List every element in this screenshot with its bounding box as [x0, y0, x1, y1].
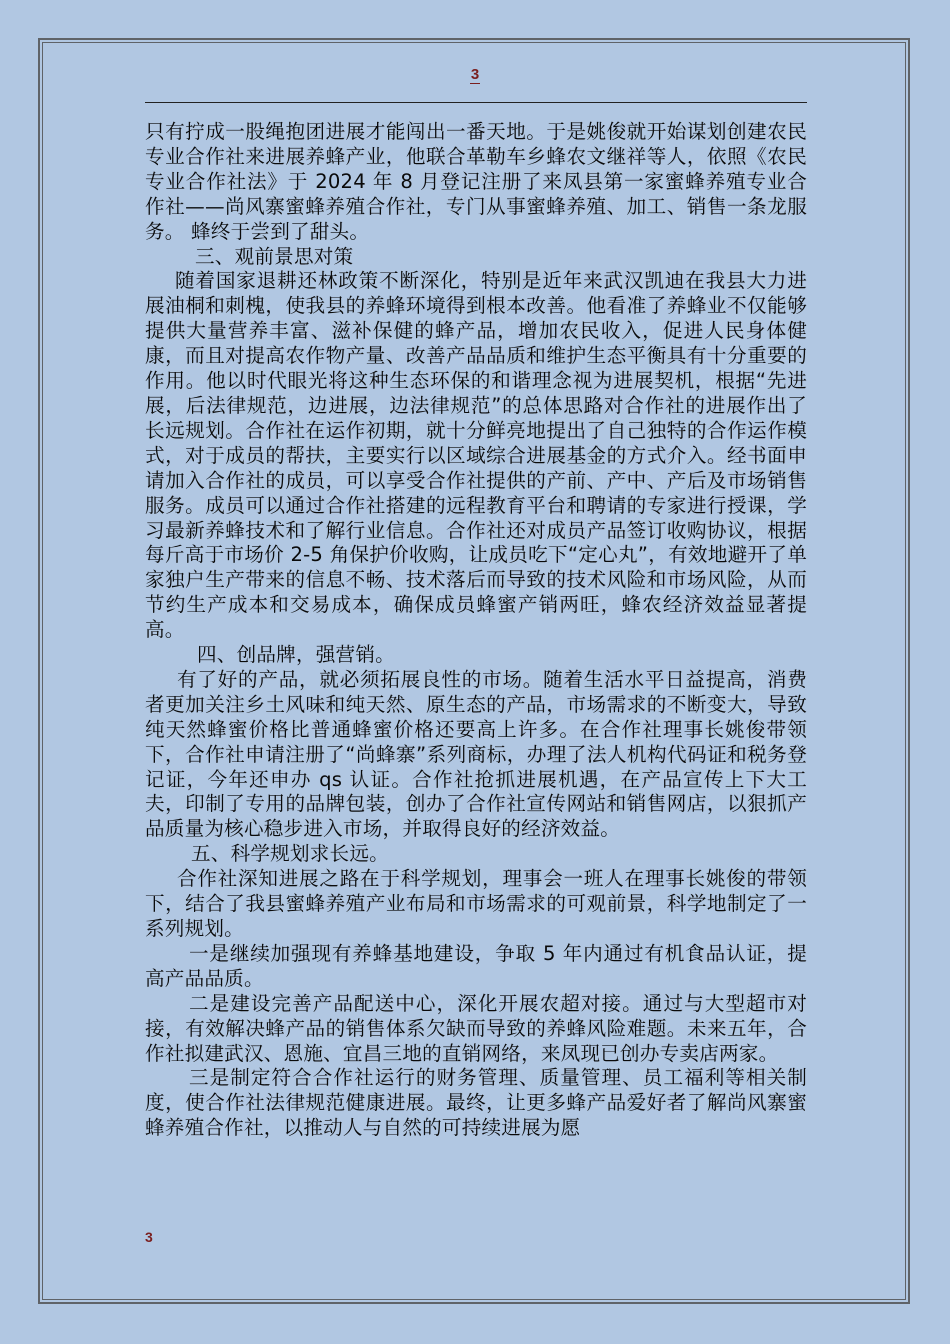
- paragraph: 三是制定符合合作社运行的财务管理、质量管理、员工福利等相关制度，使合作社法律规范健康进展。最终，让更多蜂产品爱好者了解尚风寨蜜蜂养殖合作社，以推动人与自然的可持续进展为愿: [145, 1066, 807, 1140]
- paragraph: 一是继续加强现有养蜂基地建设，争取 5 年内通过有机食品认证，提高产品品质。: [145, 941, 807, 990]
- paragraph: 四、创品牌，强营销。: [197, 643, 395, 667]
- paragraph: 只有拧成一股绳抱团进展才能闯出一番天地。于是姚俊就开始谋划创建农民专业合作社来进展养蜂产业，他联合革勒车乡蜂农文继祥等人，依照《农民专业合作社法》于 2024 年 8 月登记注册了来凤县第一家蜜蜂养殖专业合作社——尚风寨蜜蜂养殖合作社，专门从事蜜蜂养殖、加工、销售一条龙服务。 蜂终于尝到了甜头。: [145, 120, 807, 243]
- page-header: [0, 66, 950, 83]
- header-rule: [145, 102, 807, 103]
- paragraph: 二是建设完善产品配送中心，深化开展农超对接。通过与大型超市对接，有效解决蜂产品的销售体系欠缺而导致的养蜂风险难题。未来五年，合作社拟建武汉、恩施、宜昌三地的直销网络，来凤现已创办专卖店两家。: [145, 991, 807, 1065]
- header-page-number: 3: [470, 66, 480, 83]
- paragraph: 有了好的产品，就必须拓展良性的市场。随着生活水平日益提高，消费者更加关注乡土风味和纯天然、原生态的产品，市场需求的不断变大，导致纯天然蜂蜜价格比普通蜂蜜价格还要高上许多。在合作社理事长姚俊带领下，合作社申请注册了“尚蜂寨”系列商标，办理了法人机构代码证和税务登记证，今年还申办 qs 认证。合作社抢抓进展机遇，在产品宣传上下大工夫，印制了专用的品牌包装，创办了合作社宣传网站和销售网店，以狠抓产品质量为核心稳步进入市场，并取得良好的经济效益。: [145, 667, 807, 841]
- document-body: [145, 120, 807, 1141]
- paragraph: 合作社深知进展之路在于科学规划，理事会一班人在理事长姚俊的带领下，结合了我县蜜蜂养殖产业布局和市场需求的可观前景，科学地制定了一系列规划。: [145, 867, 807, 940]
- paragraph: 五、科学规划求长远。: [191, 842, 389, 866]
- paragraph: 随着国家退耕还林政策不断深化，特别是近年来武汉凯迪在我县大力进展油桐和刺槐，使我县的养蜂环境得到根本改善。他看准了养蜂业不仅能够提供大量营养丰富、滋补保健的蜂产品，增加农民收入，促进人民身体健康，而且对提高农作物产量、改善产品品质和维护生态平衡具有十分重要的作用。他以时代眼光将这种生态环保的和谐理念视为进展契机，根据“先进展，后法律规范，边进展，边法律规范”的总体思路对合作社的进展作出了长远规划。合作社在运作初期，就十分鲜亮地提出了自己独特的合作运作模式，对于成员的帮扶，主要实行以区域综合进展基金的方式介入。经书面申请加入合作社的成员，可以享受合作社提供的产前、产中、产后及市场销售服务。成员可以通过合作社搭建的远程教育平台和聘请的专家进行授课，学习最新养蜂技术和了解行业信息。合作社还对成员产品签订收购协议，根据每斤高于市场价 2-5 角保护价收购，让成员吃下“定心丸”，有效地避开了单家独户生产带来的信息不畅、技术落后而导致的技术风险和市场风险，从而节约生产成本和交易成本，确保成员蜂蜜产销两旺，蜂农经济效益显著提高。: [145, 269, 807, 642]
- paragraph: 三、观前景思对策: [195, 244, 354, 268]
- footer-page-number: 3: [145, 1229, 153, 1245]
